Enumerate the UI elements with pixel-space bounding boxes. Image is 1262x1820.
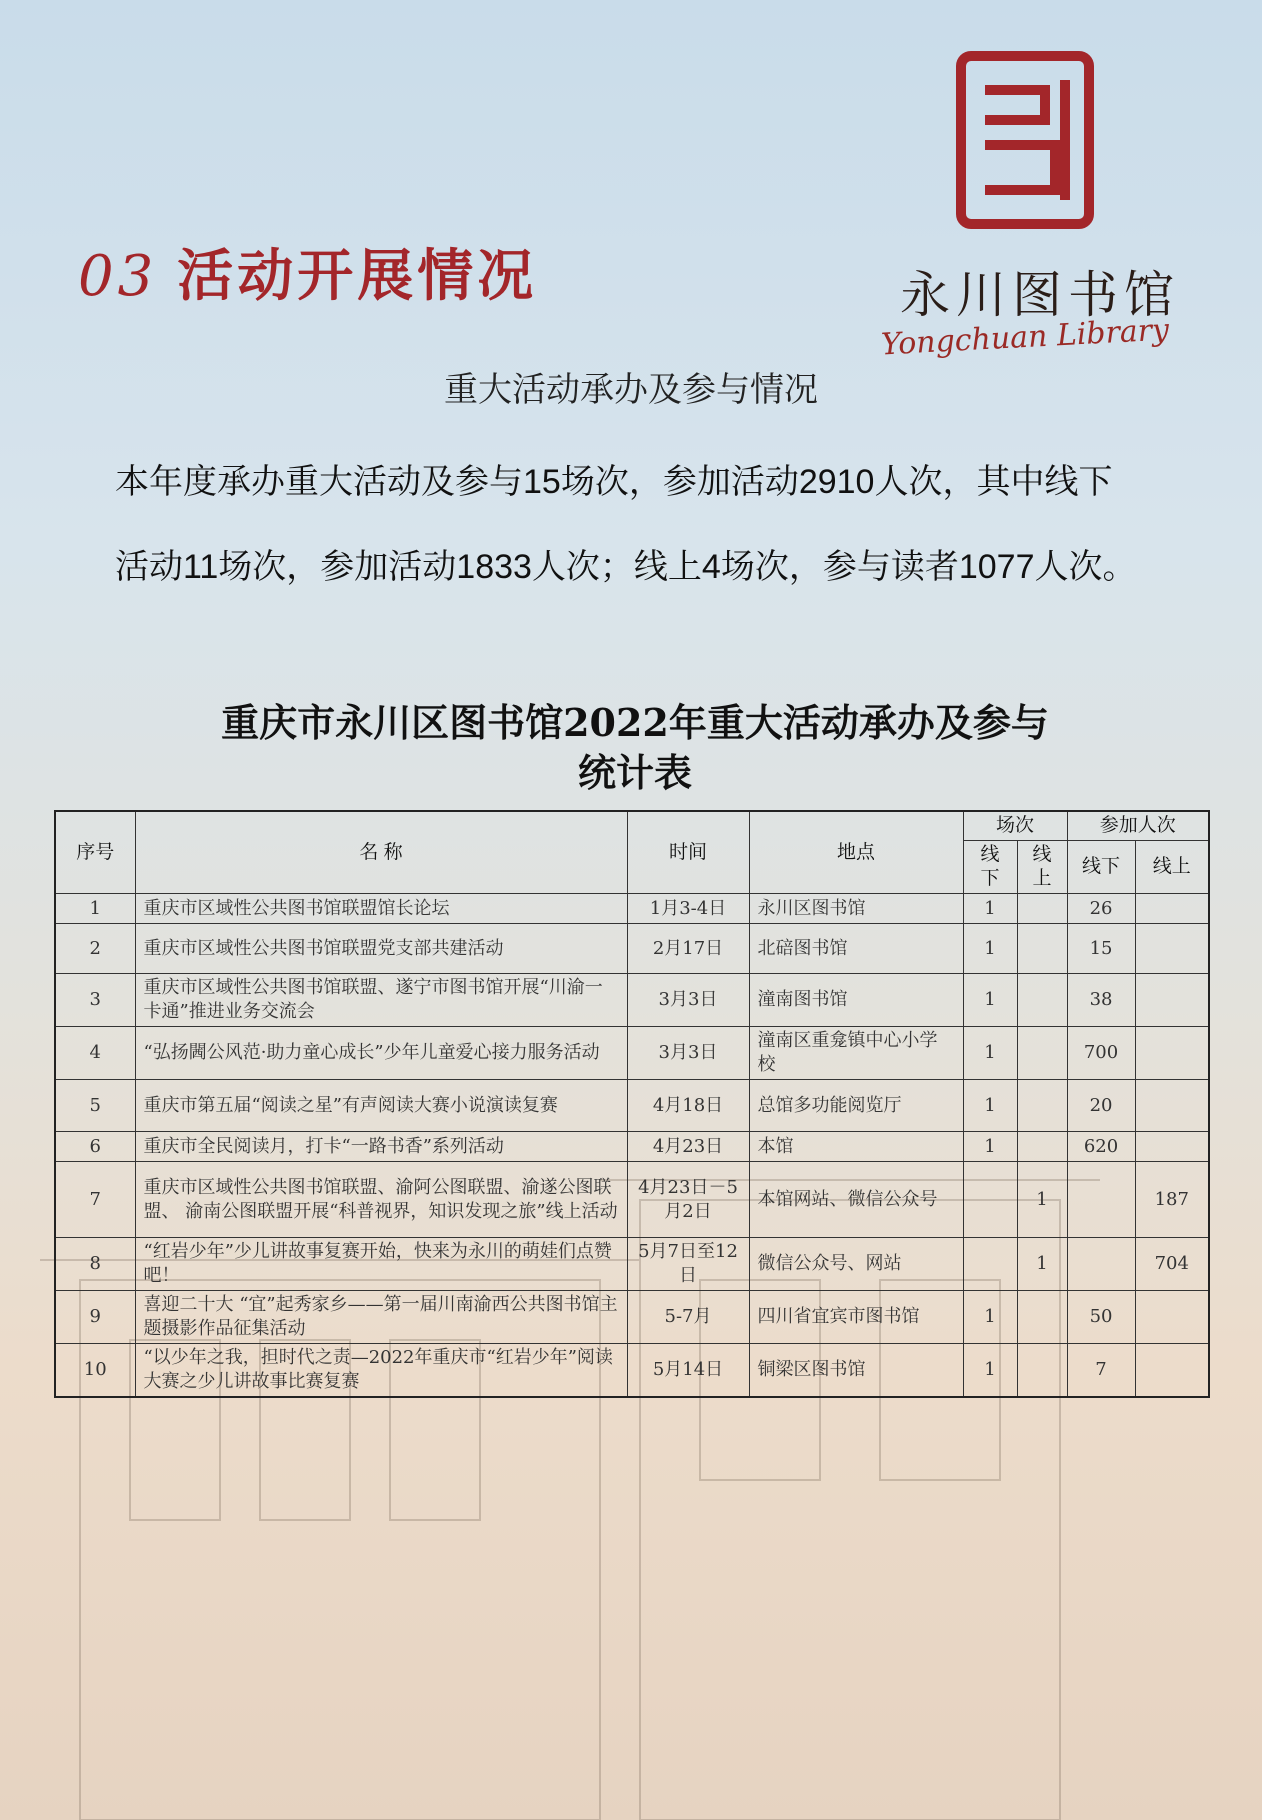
row-place: 本馆网站、微信公众号 <box>749 1162 963 1238</box>
row-index: 6 <box>55 1132 135 1162</box>
table-row <box>55 1027 1209 1080</box>
section-title: 活动开展情况 <box>177 243 538 309</box>
table-title <box>100 698 1170 798</box>
header-sessions-online: 线上 <box>1017 841 1067 894</box>
row-time: 3月3日 <box>627 974 749 1027</box>
row-place: 潼南区重龛镇中心小学校 <box>749 1027 963 1080</box>
library-seal-logo <box>955 50 1095 230</box>
row-participants-offline: 26 <box>1067 894 1135 924</box>
row-participants-offline: 15 <box>1067 924 1135 974</box>
row-time: 5月7日至12日 <box>627 1238 749 1291</box>
row-name: 喜迎二十大 “宜”起秀家乡——第一届川南渝西公共图书馆主题摄影作品征集活动 <box>135 1291 627 1344</box>
row-participants-online <box>1135 1027 1209 1080</box>
row-sessions-offline: 1 <box>963 894 1017 924</box>
activity-stats-table <box>54 810 1210 1398</box>
row-sessions-offline: 1 <box>963 1027 1017 1080</box>
row-index: 4 <box>55 1027 135 1080</box>
header-participants-offline: 线下 <box>1067 841 1135 894</box>
row-name: “以少年之我，担时代之责—2022年重庆市“红岩少年”阅读大赛之少儿讲故事比赛复赛 <box>135 1344 627 1398</box>
row-index: 9 <box>55 1291 135 1344</box>
row-time: 3月3日 <box>627 1027 749 1080</box>
row-index: 1 <box>55 894 135 924</box>
row-participants-offline: 50 <box>1067 1291 1135 1344</box>
row-name: 重庆市区域性公共图书馆联盟馆长论坛 <box>135 894 627 924</box>
row-place: 本馆 <box>749 1132 963 1162</box>
row-place: 微信公众号、网站 <box>749 1238 963 1291</box>
row-name: 重庆市全民阅读月，打卡“一路书香”系列活动 <box>135 1132 627 1162</box>
row-place: 铜梁区图书馆 <box>749 1344 963 1398</box>
row-name: 重庆市区域性公共图书馆联盟党支部共建活动 <box>135 924 627 974</box>
table-row <box>55 1291 1209 1344</box>
row-participants-online <box>1135 1132 1209 1162</box>
library-name-en: Yongchuan Library <box>880 312 1170 363</box>
table-row <box>55 1344 1209 1398</box>
row-name: 重庆市区域性公共图书馆联盟、遂宁市图书馆开展“川渝一卡通”推进业务交流会 <box>135 974 627 1027</box>
row-time: 4月23日 <box>627 1132 749 1162</box>
row-name: “红岩少年”少儿讲故事复赛开始，快来为永川的萌娃们点赞吧！ <box>135 1238 627 1291</box>
header-participants-online: 线上 <box>1135 841 1209 894</box>
row-sessions-online <box>1017 1080 1067 1132</box>
row-index: 3 <box>55 974 135 1027</box>
row-index: 7 <box>55 1162 135 1238</box>
table-row <box>55 1238 1209 1291</box>
row-sessions-online <box>1017 1291 1067 1344</box>
header-index: 序号 <box>55 811 135 894</box>
row-index: 2 <box>55 924 135 974</box>
row-sessions-online <box>1017 894 1067 924</box>
row-place: 永川区图书馆 <box>749 894 963 924</box>
row-sessions-offline: 1 <box>963 1132 1017 1162</box>
row-sessions-offline <box>963 1162 1017 1238</box>
header-participants: 参加人次 <box>1067 811 1209 841</box>
table-row <box>55 974 1209 1027</box>
section-number: 03 <box>78 244 158 309</box>
header-place: 地点 <box>749 811 963 894</box>
table-title-line1: 重庆市永川区图书馆2022年重大活动承办及参与 <box>221 700 1049 745</box>
row-participants-offline: 700 <box>1067 1027 1135 1080</box>
row-participants-online <box>1135 894 1209 924</box>
row-sessions-offline: 1 <box>963 974 1017 1027</box>
row-sessions-online <box>1017 974 1067 1027</box>
header-sessions: 场次 <box>963 811 1067 841</box>
row-time: 4月18日 <box>627 1080 749 1132</box>
row-time: 5-7月 <box>627 1291 749 1344</box>
row-participants-offline: 620 <box>1067 1132 1135 1162</box>
row-sessions-online <box>1017 1132 1067 1162</box>
table-row <box>55 894 1209 924</box>
row-participants-online <box>1135 1080 1209 1132</box>
row-participants-online: 704 <box>1135 1238 1209 1291</box>
row-sessions-online <box>1017 1344 1067 1398</box>
table-row <box>55 1132 1209 1162</box>
header-name: 名 称 <box>135 811 627 894</box>
row-place: 总馆多功能阅览厅 <box>749 1080 963 1132</box>
row-sessions-online <box>1017 1027 1067 1080</box>
row-place: 四川省宜宾市图书馆 <box>749 1291 963 1344</box>
header-time: 时间 <box>627 811 749 894</box>
row-time: 1月3-4日 <box>627 894 749 924</box>
row-sessions-offline: 1 <box>963 924 1017 974</box>
table-row <box>55 1162 1209 1238</box>
table-title-line2: 统计表 <box>577 750 692 795</box>
row-time: 5月14日 <box>627 1344 749 1398</box>
subtitle: 重大活动承办及参与情况 <box>444 371 818 409</box>
row-sessions-offline: 1 <box>963 1291 1017 1344</box>
row-sessions-offline: 1 <box>963 1344 1017 1398</box>
row-sessions-offline: 1 <box>963 1080 1017 1132</box>
row-participants-offline: 20 <box>1067 1080 1135 1132</box>
row-participants-online <box>1135 1291 1209 1344</box>
row-sessions-offline <box>963 1238 1017 1291</box>
row-place: 潼南图书馆 <box>749 974 963 1027</box>
row-sessions-online <box>1017 924 1067 974</box>
row-place: 北碚图书馆 <box>749 924 963 974</box>
row-participants-online <box>1135 974 1209 1027</box>
table-row <box>55 924 1209 974</box>
row-participants-offline: 7 <box>1067 1344 1135 1398</box>
row-index: 5 <box>55 1080 135 1132</box>
row-participants-offline <box>1067 1162 1135 1238</box>
row-sessions-online: 1 <box>1017 1238 1067 1291</box>
header-sessions-offline: 线下 <box>963 841 1017 894</box>
row-participants-offline: 38 <box>1067 974 1135 1027</box>
row-participants-online <box>1135 1344 1209 1398</box>
row-time: 2月17日 <box>627 924 749 974</box>
row-time: 4月23日－5月2日 <box>627 1162 749 1238</box>
row-name: 重庆市第五届“阅读之星”有声阅读大赛小说演读复赛 <box>135 1080 627 1132</box>
row-sessions-online: 1 <box>1017 1162 1067 1238</box>
library-name-cn: 永川图书馆 <box>900 266 1180 324</box>
summary-paragraph: 本年度承办重大活动及参与15场次，参加活动2910人次，其中线下活动11场次，参加活动1833人次；线上4场次，参与读者1077人次。 <box>115 463 1137 586</box>
section-heading <box>78 232 537 312</box>
row-participants-online: 187 <box>1135 1162 1209 1238</box>
row-participants-online <box>1135 924 1209 974</box>
row-name: 重庆市区域性公共图书馆联盟、渝阿公图联盟、渝遂公图联盟、 渝南公图联盟开展“科普视界，知识发现之旅”线上活动 <box>135 1162 627 1238</box>
row-index: 8 <box>55 1238 135 1291</box>
row-name: “弘扬閪公风范·助力童心成长”少年儿童爱心接力服务活动 <box>135 1027 627 1080</box>
table-row <box>55 1080 1209 1132</box>
row-index: 10 <box>55 1344 135 1398</box>
row-participants-offline <box>1067 1238 1135 1291</box>
